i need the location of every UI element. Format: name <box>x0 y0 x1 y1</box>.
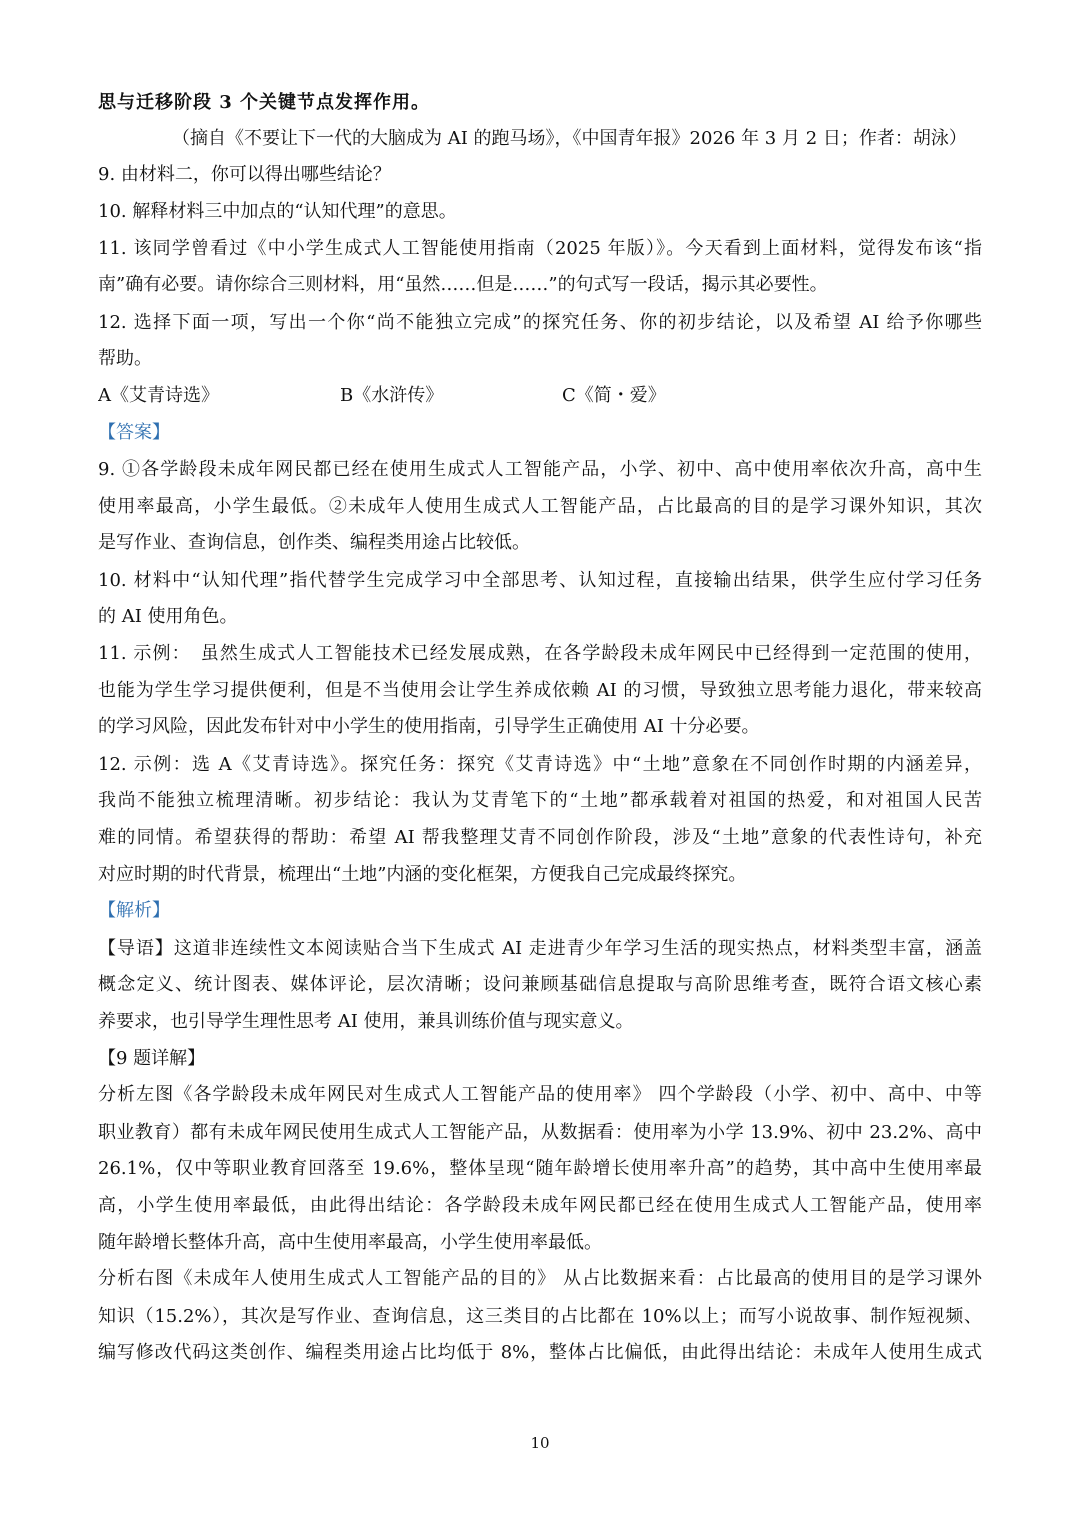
intro-paragraph-cont: 概念定义、统计图表、媒体评论，层次清晰；设问兼顾基础信息提取与高阶思维考查，既符合语文核心素 <box>98 974 982 995</box>
intro-paragraph-cont: 养要求，也引导学生理性思考 AI 使用，兼具训练价值与现实意义。 <box>98 1011 634 1032</box>
answer-10: 10. 材料中“认知代理”指代替学生完成学习中全部思考、认知过程，直接输出结果，供学生应付学习任务 <box>98 570 982 591</box>
intro-paragraph: 【导语】这道非连续性文本阅读贴合当下生成式 AI 走进青少年学习生活的现实热点，材料类型丰富，涵盖 <box>98 938 982 959</box>
question-12: 12. 选择下面一项，写出一个你“尚不能独立完成”的探究任务、你的初步结论，以及希望 AI 给予你哪些 <box>98 312 982 333</box>
q9-detail-text: 26.1%，仅中等职业教育回落至 19.6%，整体呈现“随年龄增长使用率升高”的趋势，其中高中生使用率最 <box>98 1158 982 1179</box>
answer-10-cont: 的 AI 使用角色。 <box>98 606 238 627</box>
question-11: 11. 该同学曾看过《中小学生成式人工智能使用指南（2025 年版）》。今天看到上面材料，觉得发布该“指 <box>98 238 982 259</box>
answer-12-cont: 难的同情。希望获得的帮助：希望 AI 帮我整理艾青不同创作阶段，涉及“土地”意象的代表性诗句，补充 <box>98 827 982 848</box>
answer-heading: 【答案】 <box>98 422 170 443</box>
answer-9-cont: 使用率最高，小学生最低。②未成年人使用生成式人工智能产品，占比最高的目的是学习课外知识，其次 <box>98 496 982 517</box>
answer-12-cont: 我尚不能独立梳理清晰。初步结论：我认为艾青笔下的“土地”都承载着对祖国的热爱，和对祖国人民苦 <box>98 790 982 811</box>
q9-detail-text: 职业教育）都有未成年网民使用生成式人工智能产品，从数据看：使用率为小学 13.9%、初中 23.2%、高中 <box>98 1122 982 1143</box>
answer-9-cont: 是写作业、查询信息，创作类、编程类用途占比较低。 <box>98 532 530 553</box>
answer-12-cont: 对应时期的时代背景，梳理出“土地”内涵的变化框架，方便我自己完成最终探究。 <box>98 864 747 885</box>
question-12-cont: 帮助。 <box>98 348 152 369</box>
answer-11: 11. 示例： 虽然生成式人工智能技术已经发展成熟，在各学龄段未成年网民中已经得到一定范围的使用， <box>98 643 982 664</box>
answer-9: 9. ①各学龄段未成年网民都已经在使用生成式人工智能产品，小学、初中、高中使用率依次升高，高中生 <box>98 459 982 480</box>
option-c: C《简・爱》 <box>562 385 666 406</box>
q9-detail-text: 高，小学生使用率最低，由此得出结论：各学龄段未成年网民都已经在使用生成式人工智能产品，使用率 <box>98 1195 982 1216</box>
text-line: 思与迁移阶段 3 个关键节点发挥作用。 <box>98 92 431 113</box>
q9-detail-text: 分析左图《各学龄段未成年网民对生成式人工智能产品的使用率》 四个学龄段（小学、初中、高中、中等 <box>98 1084 982 1105</box>
question-9: 9. 由材料二，你可以得出哪些结论？ <box>98 164 391 185</box>
answer-11-cont: 也能为学生学习提供便利，但是不当使用会让学生养成依赖 AI 的习惯，导致独立思考能力退化，带来较高 <box>98 680 982 701</box>
page-number: 10 <box>530 1434 550 1452</box>
option-row <box>98 383 982 409</box>
q9-detail-text: 分析右图《未成年人使用生成式人工智能产品的目的》 从占比数据来看：占比最高的使用目的是学习课外 <box>98 1268 982 1289</box>
source-citation: （摘自《不要让下一代的大脑成为 AI 的跑马场》，《中国青年报》2026 年 3 月 2 日；作者：胡泳） <box>172 128 967 149</box>
q9-detail-heading: 【9 题详解】 <box>98 1048 206 1069</box>
option-b: B《水浒传》 <box>340 385 444 406</box>
question-10: 10. 解释材料三中加点的“认知代理”的意思。 <box>98 201 457 222</box>
question-11-cont: 南”确有必要。请你综合三则材料，用“虽然……但是……”的句式写一段话，揭示其必要性。 <box>98 274 828 295</box>
q9-detail-text: 编写修改代码这类创作、编程类用途占比均低于 8%，整体占比偏低，由此得出结论：未成年人使用生成式 <box>98 1342 982 1363</box>
q9-detail-text: 随年龄增长整体升高，高中生使用率最高，小学生使用率最低。 <box>98 1232 602 1253</box>
analysis-heading: 【解析】 <box>98 900 170 921</box>
answer-11-cont: 的学习风险，因此发布针对中小学生的使用指南，引导学生正确使用 AI 十分必要。 <box>98 716 760 737</box>
answer-12: 12. 示例：选 A《艾青诗选》。探究任务：探究《艾青诗选》中“土地”意象在不同创作时期的内涵差异， <box>98 754 982 775</box>
option-a: A《艾青诗选》 <box>98 385 219 406</box>
q9-detail-text: 知识（15.2%），其次是写作业、查询信息，这三类目的占比都在 10%以上；而写小说故事、制作短视频、 <box>98 1306 982 1327</box>
